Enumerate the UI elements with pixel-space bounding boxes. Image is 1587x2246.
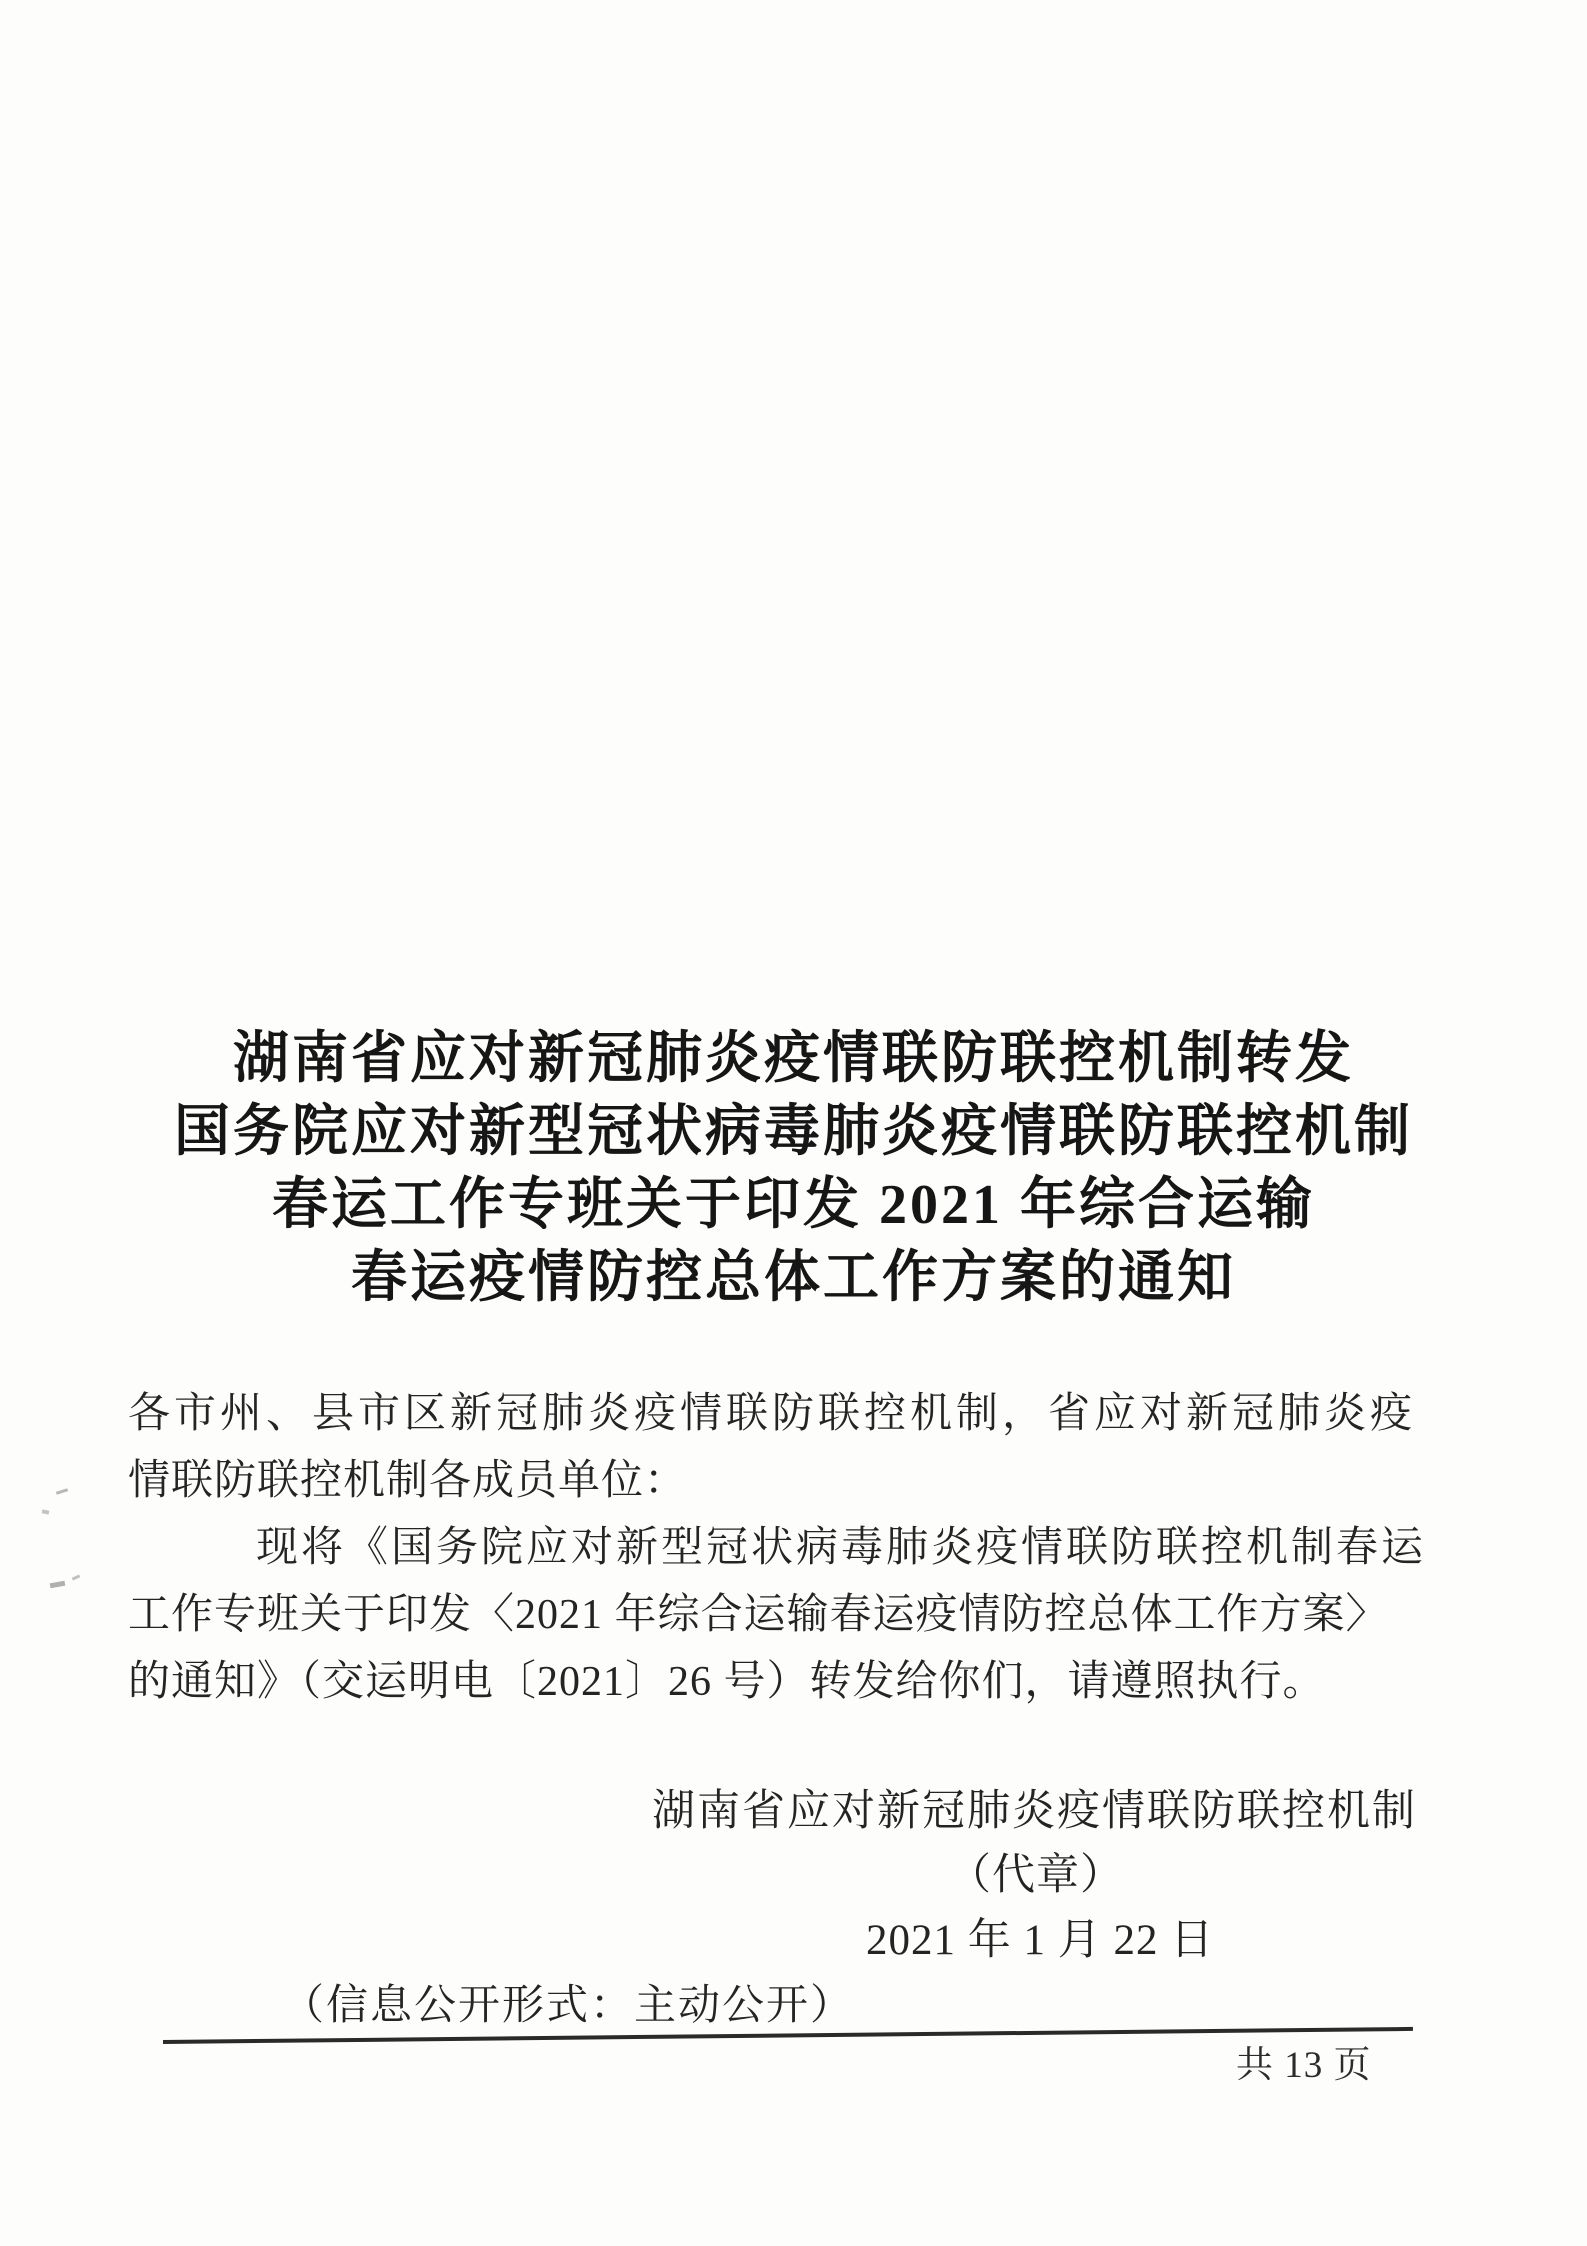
scan-artifact <box>72 1574 81 1580</box>
title-line-4: 春运疫情防控总体工作方案的通知 <box>351 1247 1236 1309</box>
title-line-1: 湖南省应对新冠肺炎疫情联防联控机制转发 <box>233 1028 1354 1090</box>
scan-artifact <box>56 1488 68 1495</box>
salutation-line-1: 各市州、县市区新冠肺炎疫情联防联控机制，省应对新冠肺炎疫 <box>128 1391 1417 1437</box>
paragraph-line-2: 工作专班关于印发〈2021 年综合运输春运疫情防控总体工作方案〉 <box>128 1592 1389 1638</box>
footer-page-count: 共 13 页 <box>1236 2045 1372 2086</box>
footer-divider-line <box>163 2027 1413 2044</box>
paragraph-line-3: 的通知》（交运明电〔2021〕26 号）转发给你们，请遵照执行。 <box>128 1659 1326 1705</box>
title-line-3: 春运工作专班关于印发 2021 年综合运输 <box>272 1174 1315 1236</box>
signature-organization: 湖南省应对新冠肺炎疫情联防联控机制 <box>652 1788 1417 1835</box>
footer-disclosure-note: （信息公开形式：主动公开） <box>282 1983 855 2029</box>
document-body <box>128 1381 1428 1716</box>
document-title <box>0 1023 1587 1315</box>
scan-artifact <box>50 1581 66 1589</box>
signature-seal-note: （代章） <box>948 1852 1124 1899</box>
salutation-line-2: 情联防联控机制各成员单位： <box>128 1458 688 1504</box>
title-line-2: 国务院应对新型冠状病毒肺炎疫情联防联控机制 <box>174 1101 1413 1163</box>
scan-artifact <box>42 1509 50 1514</box>
signature-date: 2021 年 1 月 22 日 <box>866 1917 1215 1964</box>
paragraph-line-1: 现将《国务院应对新型冠状病毒肺炎疫情联防联控机制春运 <box>256 1525 1427 1571</box>
